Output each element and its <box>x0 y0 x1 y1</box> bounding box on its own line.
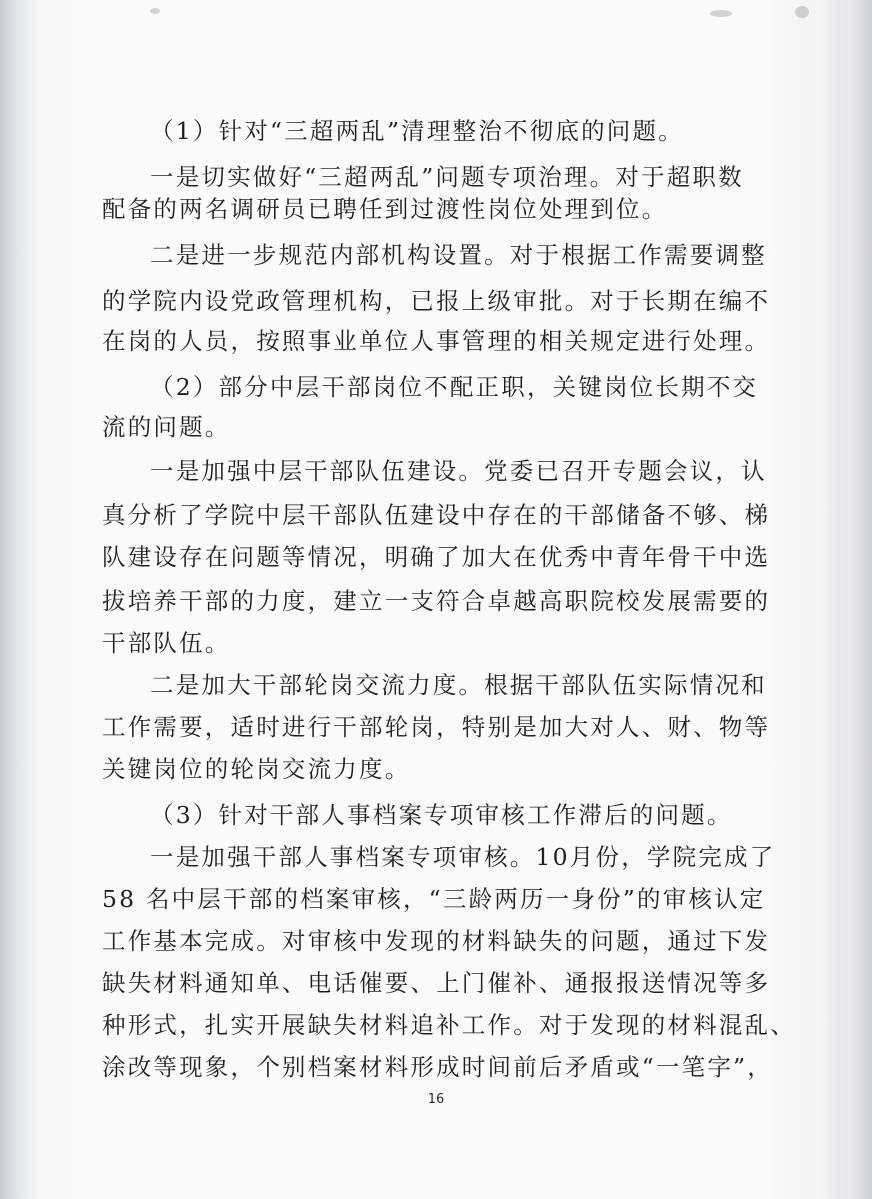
paragraph-line: 二是进一步规范内部机构设置。对于根据工作需要调整 <box>150 241 767 269</box>
paragraph-line: 涂改等现象，个别档案材料形成时间前后矛盾或“一笔字”， <box>102 1053 773 1081</box>
page-right-edge-shadow <box>822 0 872 1199</box>
paragraph-line: 真分析了学院中层干部队伍建设中存在的干部储备不够、梯 <box>102 501 771 529</box>
paragraph-line: 的学院内设党政管理机构，已报上级审批。对于长期在编不 <box>102 287 771 315</box>
paragraph-line: （3）针对干部人事档案专项审核工作滞后的问题。 <box>150 801 733 829</box>
paragraph-line: 工作基本完成。对审核中发现的材料缺失的问题，通过下发 <box>102 927 771 955</box>
paragraph-line: 一是切实做好“三超两乱”问题专项治理。对于超职数 <box>150 163 744 191</box>
paragraph-line: 队建设存在问题等情况，明确了加大在优秀中青年骨干中选 <box>102 543 771 571</box>
scan-speck <box>150 8 160 14</box>
paragraph-line: 一是加强干部人事档案专项审核。10月份，学院完成了 <box>150 843 776 871</box>
paragraph-line: 一是加强中层干部队伍建设。党委已召开专题会议，认 <box>150 457 767 485</box>
paragraph-line: 干部队伍。 <box>102 629 231 657</box>
page-number: 16 <box>427 1092 445 1107</box>
paragraph-line: 二是加大干部轮岗交流力度。根据干部队伍实际情况和 <box>150 671 767 699</box>
paragraph-line: 缺失材料通知单、电话催要、上门催补、通报报送情况等多 <box>102 969 771 997</box>
paragraph-line: 拔培养干部的力度，建立一支符合卓越高职院校发展需要的 <box>102 587 771 615</box>
paragraph-line: （1）针对“三超两乱”清理整治不彻底的问题。 <box>150 117 684 145</box>
page-left-edge-shadow <box>0 0 30 1199</box>
paragraph-line: 配备的两名调研员已聘任到过渡性岗位处理到位。 <box>102 195 668 223</box>
paragraph-line: 58 名中层干部的档案审核，“三龄两历一身份”的审核认定 <box>102 885 766 913</box>
scan-speck <box>710 10 732 17</box>
paragraph-line: 在岗的人员，按照事业单位人事管理的相关规定进行处理。 <box>102 327 771 355</box>
paragraph-line: 工作需要，适时进行干部轮岗，特别是加大对人、财、物等 <box>102 713 771 741</box>
paragraph-line: （2）部分中层干部岗位不配正职，关键岗位长期不交 <box>150 373 759 401</box>
paragraph-line: 关键岗位的轮岗交流力度。 <box>102 755 411 783</box>
paragraph-line: 流的问题。 <box>102 413 231 441</box>
paragraph-line: 种形式，扎实开展缺失材料追补工作。对于发现的材料混乱、 <box>102 1011 796 1039</box>
scan-speck <box>795 6 809 18</box>
